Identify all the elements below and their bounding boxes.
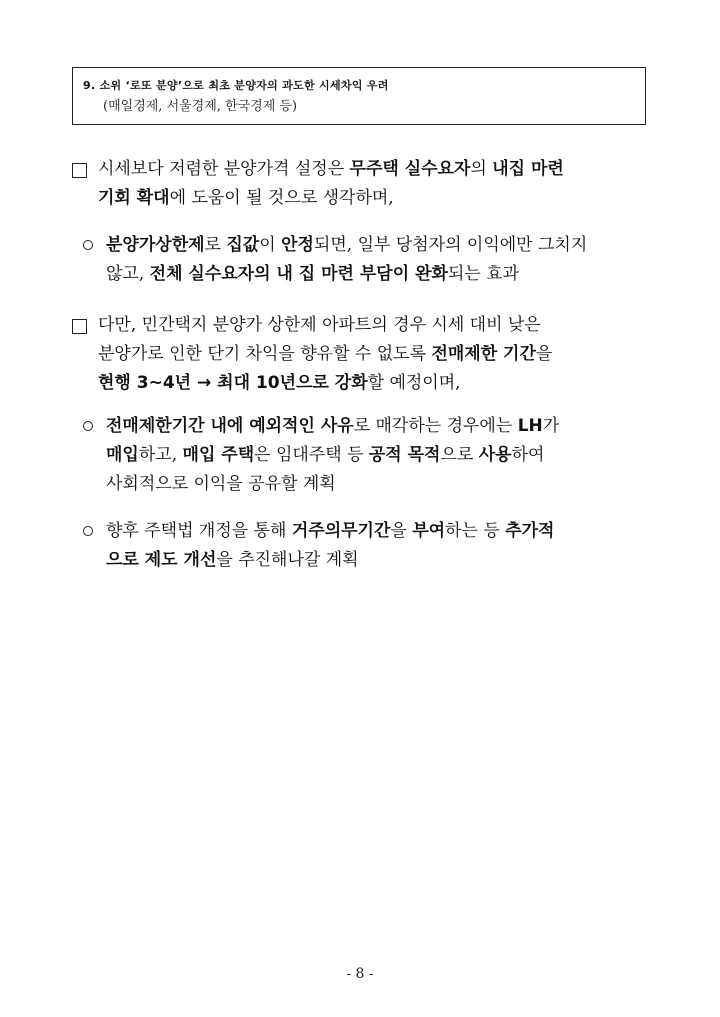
- bullet-2-line-2: 분양가로 인한 단기 차익을 향유할 수 없도록 전매제한 기간을: [98, 344, 553, 364]
- bullet-1-line-1: 시세보다 저렴한 분양가격 설정은 무주택 실수요자의 내집 마련: [98, 159, 564, 179]
- sub-bullet-2-line-2: 매입하고, 매입 주택은 임대주택 등 공적 목적으로 사용하여: [106, 445, 545, 465]
- sub-bullet-1-line-2: 않고, 전체 실수요자의 내 집 마련 부담이 완화되는 효과: [106, 264, 520, 284]
- sub-bullet-3-line-1: 향후 주택법 개정을 통해 거주의무기간을 부여하는 등 추가적: [106, 521, 555, 541]
- sub-bullet-1-line-1: 분양가상한제로 집값이 안정되면, 일부 당첨자의 이익에만 그치지: [106, 235, 588, 255]
- sub-bullet-3-line-2: 으로 제도 개선을 추진해나갈 계획: [106, 550, 359, 570]
- square-bullet-icon: [72, 319, 87, 334]
- sub-bullet-2-line-1: 전매제한기간 내에 예외적인 사유로 매각하는 경우에는 LH가: [106, 416, 560, 436]
- section-heading-title: 9. 소위 ‘로또 분양’으로 최초 분양자의 과도한 시세차익 우려: [83, 79, 389, 92]
- sub-bullet-2-line-3: 사회적으로 이익을 공유할 계획: [106, 474, 336, 494]
- page-number: - 8 -: [346, 966, 374, 982]
- section-heading-source: (매일경제, 서울경제, 한국경제 등): [103, 99, 298, 114]
- bullet-2-line-1: 다만, 민간택지 분양가 상한제 아파트의 경우 시세 대비 낮은: [98, 315, 541, 335]
- square-bullet-icon: [72, 163, 87, 178]
- section-heading-box: [72, 67, 646, 125]
- circle-bullet-icon: [83, 526, 93, 536]
- bullet-1-line-2: 기회 확대에 도움이 될 것으로 생각하며,: [98, 188, 394, 208]
- circle-bullet-icon: [83, 240, 93, 250]
- circle-bullet-icon: [83, 421, 93, 431]
- bullet-2-line-3: 현행 3~4년 → 최대 10년으로 강화할 예정이며,: [98, 373, 461, 393]
